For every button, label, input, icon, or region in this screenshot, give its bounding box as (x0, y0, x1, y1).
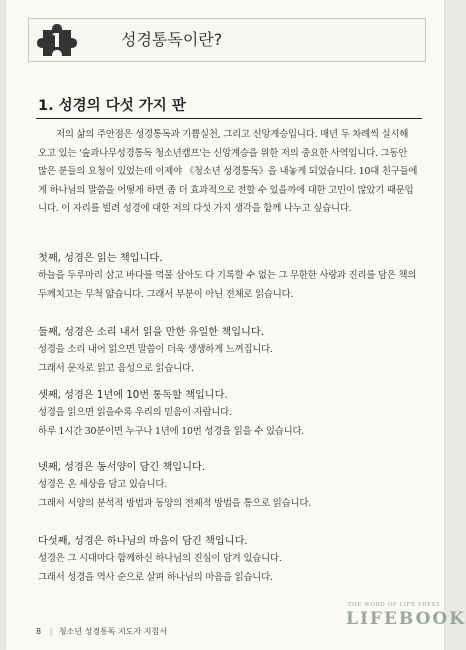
point-item (38, 534, 424, 587)
chapter-header (28, 18, 426, 62)
point-line: 그래서 성경을 역사 순으로 살펴 하나님의 마음을 읽습니다. (38, 571, 273, 583)
publisher-logo-text: LIFEBOOK (346, 609, 466, 629)
point-title: 넷째, 성경은 동서양이 담긴 책입니다. (38, 462, 206, 473)
book-page (6, 0, 466, 650)
puzzle-piece-icon (35, 22, 81, 60)
publisher-tagline: THE WORD OF LIFE PRESS (347, 602, 441, 608)
publisher-watermark (346, 602, 466, 646)
point-item (38, 460, 424, 513)
point-line: 하늘을 두루마리 삼고 바다를 먹물 삼아도 다 기록할 수 없는 그 무한한 사랑과 진리를 담은 책의 두께치고는 무척 얇습니다. 그래서 부분이 아닌 전체로 읽습니다. (38, 270, 417, 300)
point-line: 성경을 소리 내어 읽으면 말씀이 더욱 생생하게 느껴집니다. (38, 344, 273, 355)
point-line: 성경은 그 시대마다 함께하신 하나님의 진심이 담겨 있습니다. (38, 553, 282, 564)
intro-paragraph (38, 126, 418, 219)
point-line: 성경을 읽으면 읽을수록 우리의 믿음이 자랍니다. (38, 407, 232, 418)
chapter-title: 성경통독이란? (121, 30, 223, 49)
section-title: 1. 성경의 다섯 가지 판 (38, 98, 186, 114)
intro-text: 저의 삶의 주안점은 성경통독과 기쁨실천, 그리고 신앙계승입니다. 매년 두 차례씩 실시해 오고 있는 '숲과나무성경통독 청소년캠프'는 신앙계승을 위한 저의 중요한 사역입니다. 그동안 많은 분들의 요청이 있었는데 이제야 《청소년 성경통독》을 내놓게 되었습니다. 10대 친구들에게 하나님의 말씀을 어떻게 하면 좀 더 효과적으로 전할 수 있을까에 대한 고민이 많았기 때문입니다. 이 자리를 빌려 성경에 대한 저의 다섯 가지 생각을 함께 나누고 싶습니다. (38, 129, 418, 215)
section-divider (36, 118, 422, 119)
point-line: 그래서 서양의 분석적 방법과 동양의 전체적 방법을 통으로 읽습니다. (38, 497, 311, 509)
point-item (38, 325, 424, 378)
point-title: 첫째, 성경은 읽는 책입니다. (38, 253, 163, 264)
point-item (38, 251, 424, 304)
point-line: 하루 1시간 30분이면 누구나 1년에 10번 성경을 읽을 수 있습니다. (38, 425, 305, 437)
book-title: 청소년 성경통독 지도자 지침서 (58, 627, 167, 636)
point-line: 그래서 문자로 읽고 음성으로 읽습니다. (38, 362, 194, 374)
point-title: 다섯째, 성경은 하나님의 마음이 담긴 책입니다. (38, 536, 248, 547)
point-item (38, 388, 424, 441)
page-number: 8 (36, 627, 42, 636)
point-title: 둘째, 성경은 소리 내서 읽을 만한 유일한 책입니다. (38, 327, 264, 338)
page-footer: 8 | 청소년 성경통독 지도자 지침서 (36, 627, 167, 636)
point-line: 성경은 온 세상을 담고 있습니다. (38, 479, 168, 490)
point-title: 셋째, 성경은 1년에 10번 통독할 책입니다. (38, 390, 228, 401)
